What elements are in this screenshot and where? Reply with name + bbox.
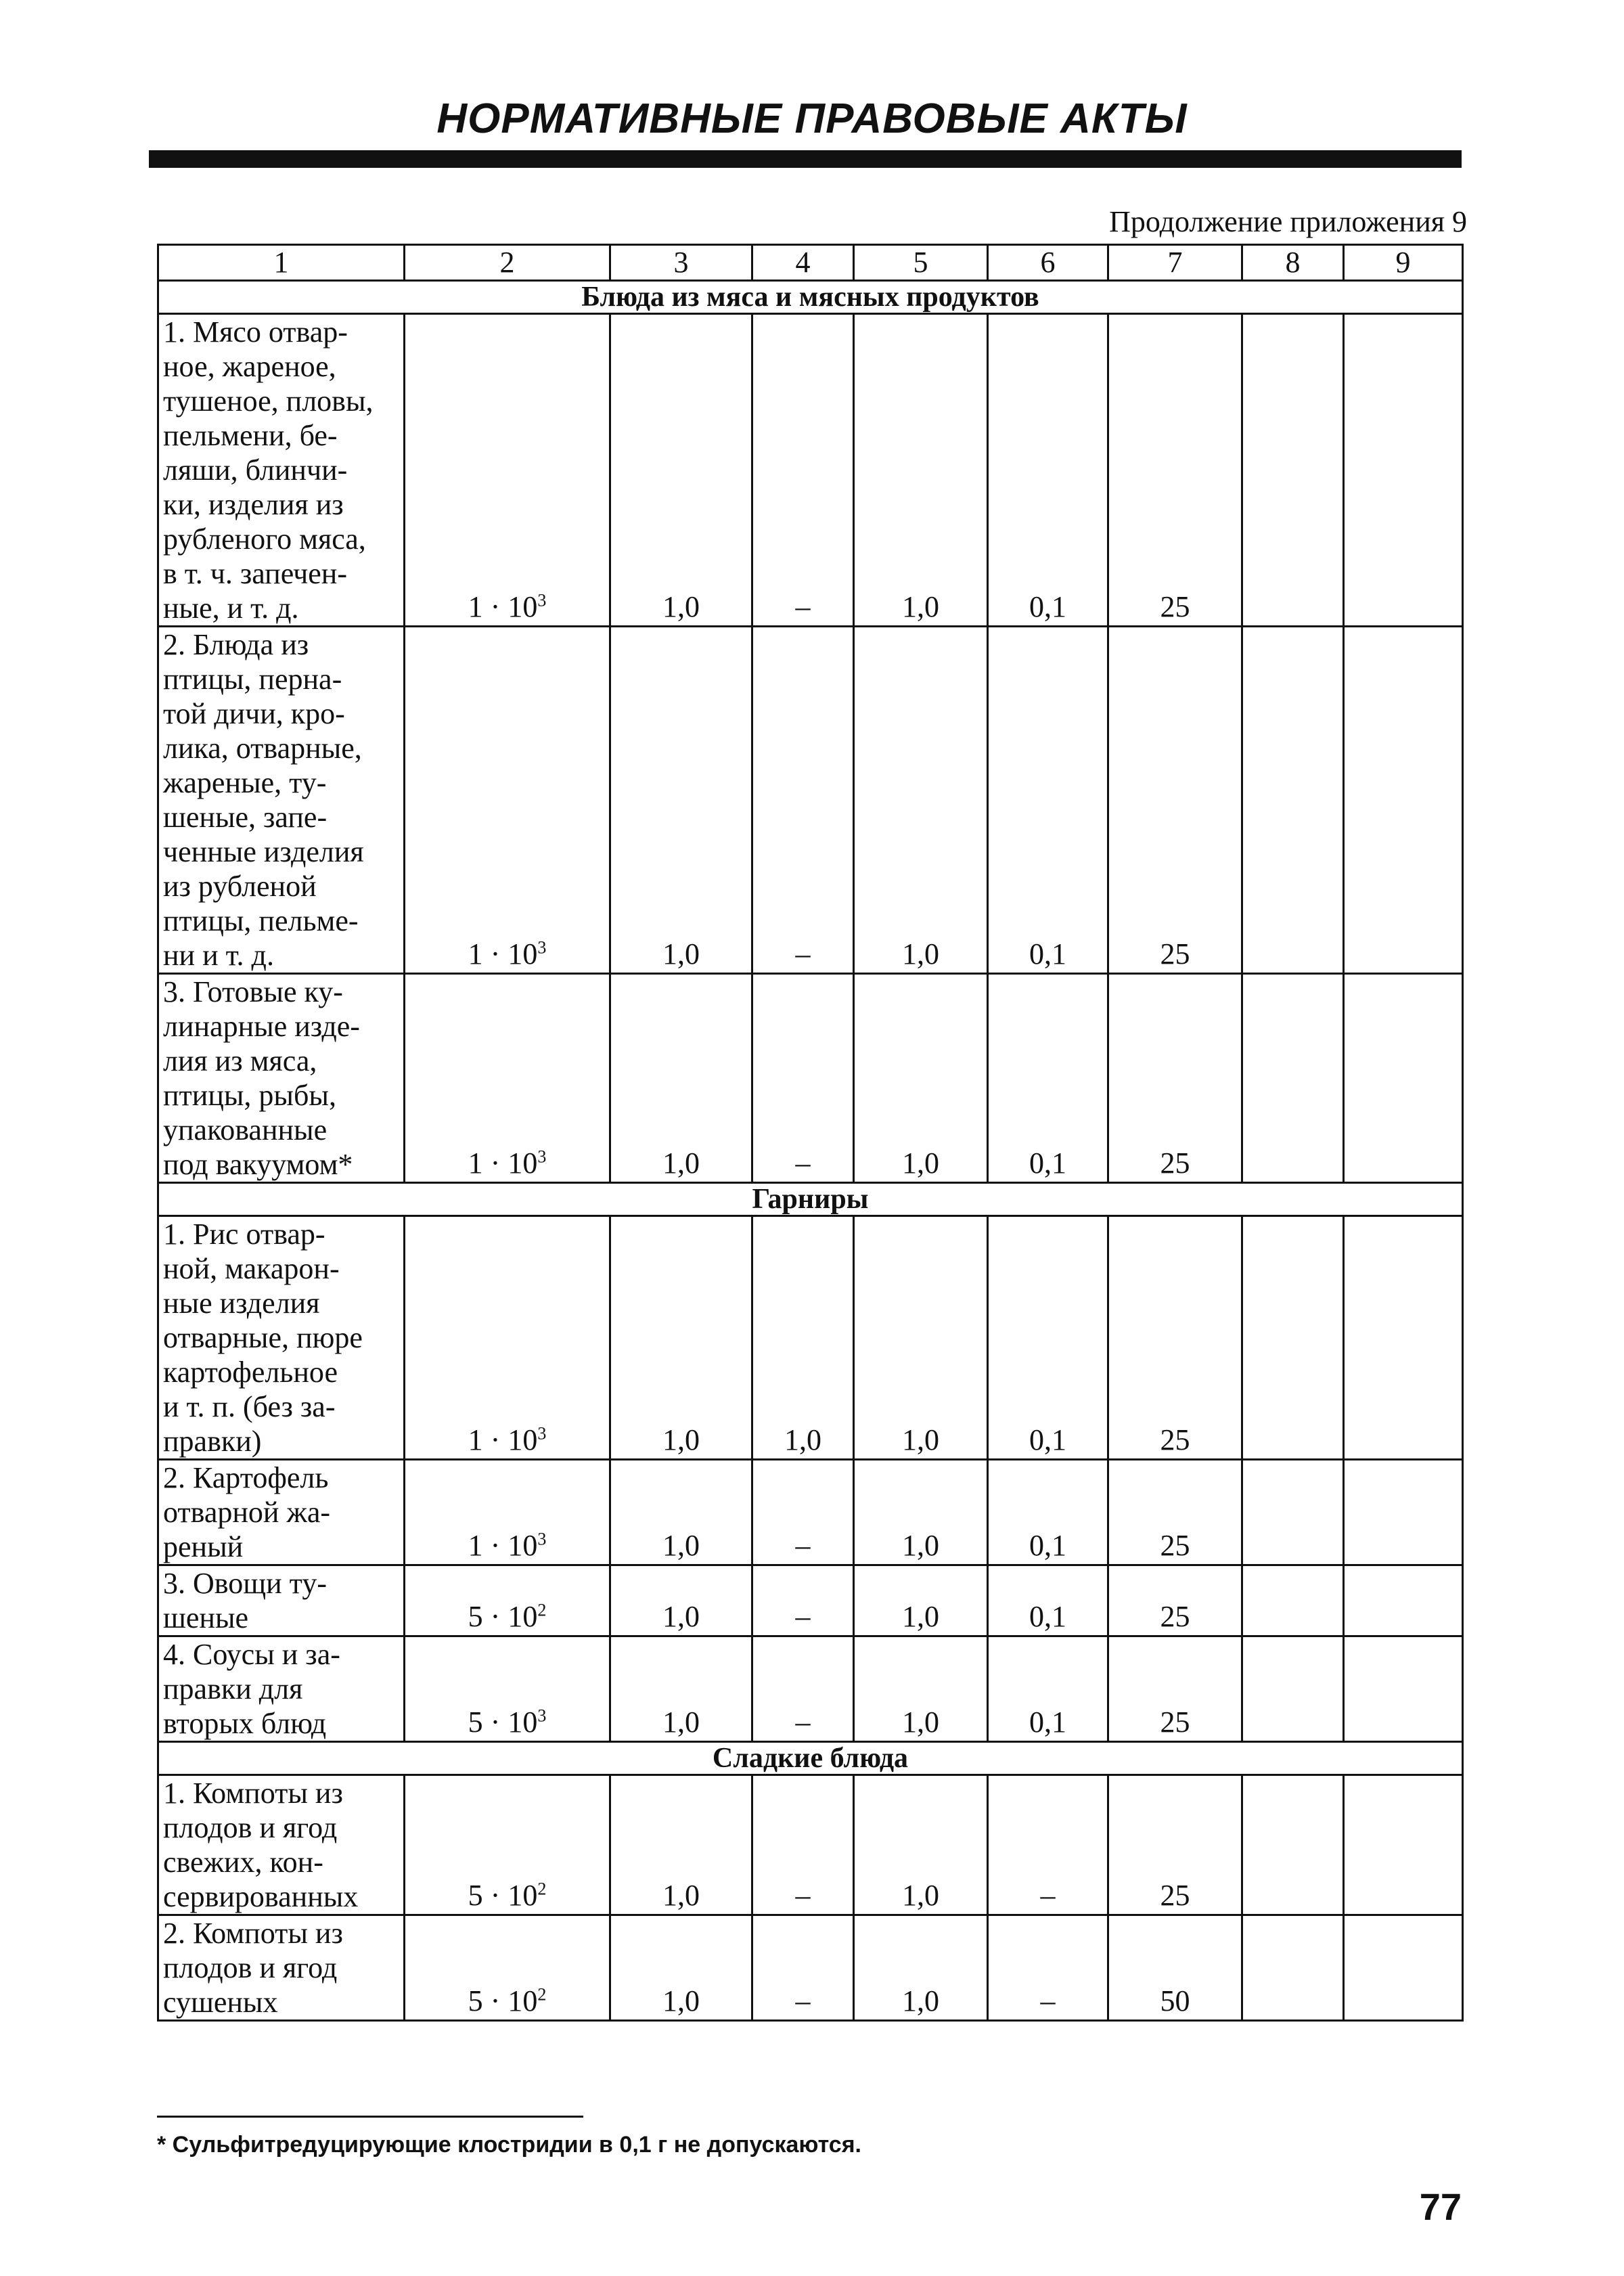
column-header: 1: [158, 245, 405, 281]
column-header-row: [158, 245, 1463, 281]
product-name-cell: 1. Компоты из плодов и ягод свежих, кон- сервированных: [158, 1775, 405, 1915]
microbial-count-cell: [405, 1915, 610, 2021]
microbial-count-cell: [405, 314, 610, 627]
value-cell-c8: [1242, 1775, 1344, 1915]
column-header: 6: [988, 245, 1108, 281]
value-cell-c6: 0,1: [988, 627, 1108, 974]
value-cell-c7: 25: [1108, 1460, 1242, 1565]
column-header: 9: [1344, 245, 1463, 281]
value-cell-c7: 25: [1108, 1216, 1242, 1460]
count-base: 1 · 10: [468, 590, 538, 623]
value-cell-c8: [1242, 1565, 1344, 1636]
table-row: [158, 1636, 1463, 1742]
value-cell-c7: 25: [1108, 1775, 1242, 1915]
count-exponent: 3: [537, 590, 547, 610]
count-exponent: 3: [537, 1705, 547, 1726]
microbial-count-cell: [405, 1216, 610, 1460]
product-name-cell: 3. Овощи ту- шеные: [158, 1565, 405, 1636]
value-cell-c3: 1,0: [610, 314, 752, 627]
section-title: Блюда из мяса и мясных продуктов: [158, 281, 1463, 314]
value-cell-c8: [1242, 1460, 1344, 1565]
value-cell-c4: –: [752, 1565, 854, 1636]
count-exponent: 2: [537, 1600, 547, 1620]
table-row: [158, 1775, 1463, 1915]
product-name-cell: 1. Рис отвар- ной, макарон- ные изделия отварные, пюре картофельное и т. п. (без за- правки): [158, 1216, 405, 1460]
microbial-count-cell: [405, 1775, 610, 1915]
count-base: 5 · 10: [468, 1984, 538, 2017]
value-cell-c5: 1,0: [854, 1216, 988, 1460]
value-cell-c7: 25: [1108, 627, 1242, 974]
page-number: 77: [1419, 2185, 1462, 2228]
value-cell-c4: –: [752, 314, 854, 627]
section-header-row: [158, 1742, 1463, 1775]
value-cell-c5: 1,0: [854, 1565, 988, 1636]
value-cell-c3: 1,0: [610, 1565, 752, 1636]
value-cell-c9: [1344, 1460, 1463, 1565]
table-row: [158, 1460, 1463, 1565]
column-header: 8: [1242, 245, 1344, 281]
value-cell-c8: [1242, 314, 1344, 627]
count-base: 5 · 10: [468, 1879, 538, 1912]
table-row: [158, 1565, 1463, 1636]
product-name-cell: 4. Соусы и за- правки для вторых блюд: [158, 1636, 405, 1742]
value-cell-c9: [1344, 974, 1463, 1183]
value-cell-c6: –: [988, 1775, 1108, 1915]
section-header-row: [158, 1183, 1463, 1216]
value-cell-c8: [1242, 1216, 1344, 1460]
value-cell-c6: 0,1: [988, 1460, 1108, 1565]
value-cell-c8: [1242, 1636, 1344, 1742]
value-cell-c6: 0,1: [988, 1216, 1108, 1460]
value-cell-c6: –: [988, 1915, 1108, 2021]
microbial-count-cell: [405, 1636, 610, 1742]
value-cell-c4: –: [752, 1775, 854, 1915]
microbial-count-cell: [405, 1565, 610, 1636]
value-cell-c7: 25: [1108, 1565, 1242, 1636]
continuation-label: Продолжение приложения 9: [1109, 205, 1467, 238]
value-cell-c8: [1242, 1915, 1344, 2021]
microbial-count-cell: [405, 974, 610, 1183]
value-cell-c7: 25: [1108, 1636, 1242, 1742]
value-cell-c3: 1,0: [610, 1915, 752, 2021]
product-name-cell: 3. Готовые ку- линарные изде- лия из мяса, птицы, рыбы, упакованные под вакуумом*: [158, 974, 405, 1183]
value-cell-c6: 0,1: [988, 1636, 1108, 1742]
column-header: 5: [854, 245, 988, 281]
value-cell-c5: 1,0: [854, 627, 988, 974]
value-cell-c7: 25: [1108, 974, 1242, 1183]
value-cell-c3: 1,0: [610, 1216, 752, 1460]
value-cell-c3: 1,0: [610, 1460, 752, 1565]
value-cell-c9: [1344, 1775, 1463, 1915]
count-base: 1 · 10: [468, 1423, 538, 1456]
table-row: [158, 627, 1463, 974]
value-cell-c8: [1242, 627, 1344, 974]
count-exponent: 3: [537, 1529, 547, 1549]
count-exponent: 2: [537, 1984, 547, 2005]
column-header: 7: [1108, 245, 1242, 281]
count-base: 1 · 10: [468, 1146, 538, 1180]
count-base: 5 · 10: [468, 1600, 538, 1633]
table-row: [158, 1216, 1463, 1460]
value-cell-c6: 0,1: [988, 974, 1108, 1183]
count-base: 1 · 10: [468, 1529, 538, 1562]
value-cell-c5: 1,0: [854, 314, 988, 627]
value-cell-c9: [1344, 1565, 1463, 1636]
column-header: 2: [405, 245, 610, 281]
count-base: 1 · 10: [468, 937, 538, 970]
product-name-cell: 2. Компоты из плодов и ягод сушеных: [158, 1915, 405, 2021]
value-cell-c4: –: [752, 1460, 854, 1565]
value-cell-c6: 0,1: [988, 1565, 1108, 1636]
section-header-row: [158, 281, 1463, 314]
table-row: [158, 314, 1463, 627]
value-cell-c4: –: [752, 1915, 854, 2021]
table-row: [158, 1915, 1463, 2021]
product-name-cell: 1. Мясо отвар- ное, жареное, тушеное, пловы, пельмени, бе- ляши, блинчи- ки, изделия из рубленого мяса, в т. ч. запечен- ные, и т. д.: [158, 314, 405, 627]
count-exponent: 2: [537, 1879, 547, 1899]
count-base: 5 · 10: [468, 1705, 538, 1739]
value-cell-c3: 1,0: [610, 1636, 752, 1742]
value-cell-c9: [1344, 1216, 1463, 1460]
column-header: 3: [610, 245, 752, 281]
value-cell-c5: 1,0: [854, 1915, 988, 2021]
value-cell-c5: 1,0: [854, 974, 988, 1183]
section-title: Сладкие блюда: [158, 1742, 1463, 1775]
footnote: * Сульфитредуцирующие клостридии в 0,1 г не допускаются.: [157, 2132, 861, 2158]
footnote-rule: [157, 2116, 583, 2118]
value-cell-c3: 1,0: [610, 1775, 752, 1915]
value-cell-c8: [1242, 974, 1344, 1183]
value-cell-c4: –: [752, 627, 854, 974]
product-name-cell: 2. Картофель отварной жа- реный: [158, 1460, 405, 1565]
value-cell-c4: –: [752, 974, 854, 1183]
count-exponent: 3: [537, 937, 547, 958]
value-cell-c9: [1344, 627, 1463, 974]
norms-table: [157, 244, 1464, 2022]
section-title: Гарниры: [158, 1183, 1463, 1216]
table-body: [158, 281, 1463, 2021]
value-cell-c5: 1,0: [854, 1775, 988, 1915]
value-cell-c3: 1,0: [610, 974, 752, 1183]
value-cell-c3: 1,0: [610, 627, 752, 974]
running-header-title: НОРМАТИВНЫЕ ПРАВОВЫЕ АКТЫ: [436, 95, 1188, 142]
count-exponent: 3: [537, 1146, 547, 1167]
column-header: 4: [752, 245, 854, 281]
value-cell-c5: 1,0: [854, 1636, 988, 1742]
value-cell-c5: 1,0: [854, 1460, 988, 1565]
value-cell-c7: 50: [1108, 1915, 1242, 2021]
value-cell-c9: [1344, 1915, 1463, 2021]
microbial-count-cell: [405, 1460, 610, 1565]
value-cell-c6: 0,1: [988, 314, 1108, 627]
value-cell-c7: 25: [1108, 314, 1242, 627]
value-cell-c4: –: [752, 1636, 854, 1742]
value-cell-c9: [1344, 1636, 1463, 1742]
table-row: [158, 974, 1463, 1183]
product-name-cell: 2. Блюда из птицы, перна- той дичи, кро- лика, отварные, жареные, ту- шеные, запе- ченные изделия из рубленой птицы, пельме- ни и т. д.: [158, 627, 405, 974]
value-cell-c4: 1,0: [752, 1216, 854, 1460]
header-rule: [149, 150, 1462, 168]
count-exponent: 3: [537, 1423, 547, 1444]
microbial-count-cell: [405, 627, 610, 974]
value-cell-c9: [1344, 314, 1463, 627]
